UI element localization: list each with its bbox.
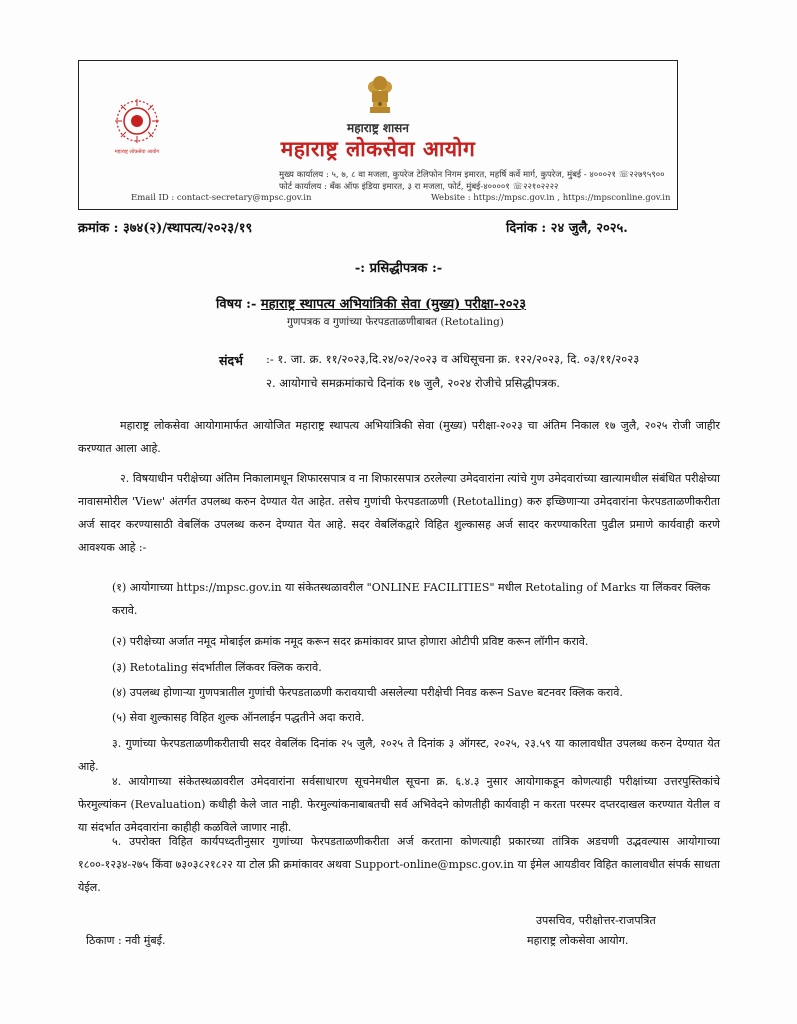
reference-number: क्रमांक : ३७४(२)/स्थापत्य/२०२३/१९: [78, 221, 253, 236]
place: ठिकाण : नवी मुंबई.: [86, 934, 166, 947]
paragraph-3: ३. गुणांच्या फेरपडताळणीकरीताची सदर वेबलिंक दिनांक २५ जुलै, २०२५ ते दिनांक ३ ऑगस्ट, २०२५, २३.५९ या कालावधीत उपलब्ध करुन देण्यात येत आहे.: [78, 737, 720, 773]
reference-item-2: २. आयोगाचे समक्रमांकाचे दिनांक १७ जुलै, २०२४ रोजीचे प्रसिद्धीपत्रक.: [266, 376, 560, 390]
head-office-address: मुख्य कार्यालय : ५, ७, ८ वा मजला, कुपरेज टेलिफोन निगम इमारत, महर्षि कर्वे मार्ग, कुपरेज, मुंबई - ४०००२१ ☏२२७९५९००: [279, 170, 665, 180]
subject-text: महाराष्ट्र स्थापत्य अभियांत्रिकी सेवा (मुख्य) परीक्षा-२०२३: [260, 297, 527, 312]
step-item-5: (५) सेवा शुल्कासह विहित शुल्क ऑनलाईन पद्धतीने अदा करावे.: [112, 711, 365, 724]
subject-subtitle: गुणपत्रक व गुणांच्या फेरपडताळणीबाबत (Retotaling): [287, 316, 504, 328]
paragraph-1: महाराष्ट्र लोकसेवा आयोगामार्फत आयोजित महाराष्ट्र स्थापत्य अभियांत्रिकी सेवा (मुख्य) परीक्षा-२०२३ चा अंतिम निकाल १७ जुलै, २०२५ रोजी जाहीर करण्यात आला आहे.: [78, 419, 720, 455]
letterhead: [78, 60, 678, 210]
page-title: -: प्रसिद्धीपत्रक :-: [354, 261, 443, 276]
commission-name: महाराष्ट्र लोकसेवा आयोग: [280, 136, 476, 161]
step-item-2: (२) परीक्षेच्या अर्जात नमूद मोबाईल क्रमांक नमूद करून सदर क्रमांकावर प्राप्त होणारा ओटीपी प्रविष्ट करून लॉगीन करावे.: [112, 635, 589, 648]
signatory-organization: महाराष्ट्र लोकसेवा आयोग.: [527, 934, 629, 947]
step-item-3: (३) Retotaling संदर्भातील लिंकवर क्लिक करावे.: [112, 661, 322, 674]
fort-office-address: फोर्ट कार्यालय : बँक ऑफ इंडिया इमारत, ३ रा मजला, फोर्ट, मुंबई-४००००१ ☏२२१०२२२२: [279, 182, 559, 192]
government-name: महाराष्ट्र शासन: [347, 121, 409, 135]
reference-item-1: :- १. जा. क्र. ११/२०२३,दि.२४/०२/२०२३ व अधिसूचना क्र. १२२/२०२३, दि. ०३/११/२०२३: [266, 352, 640, 366]
reference-label: संदर्भ: [219, 353, 243, 368]
subject-label: विषय :-: [216, 297, 257, 312]
paragraph-2: २. विषयाधीन परीक्षेच्या अंतिम निकालामधून शिफारसपात्र व ना शिफारसपात्र ठरलेल्या उमेदवारांना त्यांचे गुण उमेदवारांच्या खात्यामधील संबंधित परीक्षेच्या नावासमोरील 'View' अंतर्गत उपलब्ध करुन देण्यात येत आहेत. तसेच गुणांची फेरपडताळणी (Retotalling) करु इच्छिणाऱ्या उमेदवारांना फेरपडताळणीकरीता अर्ज सादर करण्यासाठी वेबलिंक उपलब्ध करुन देण्यात येत आहे. सदर वेबलिंकद्वारे विहित शुल्कासह अर्ज सादर करण्याकरिता पुढील प्रमाणे कार्यवाही करणे आवश्यक आहे :-: [78, 472, 720, 554]
notice-date: दिनांक : २४ जुलै, २०२५.: [506, 221, 628, 236]
email-id: Email ID : contact-secretary@mpsc.gov.in: [131, 193, 312, 203]
subject-line: [216, 294, 526, 312]
signatory-title: उपसचिव, परीक्षोत्तर-राजपत्रित: [536, 914, 656, 927]
paragraph-4: ४. आयोगाच्या संकेतस्थळावरील उमेदवारांना सर्वसाधारण सूचनेमधील सूचना क्र. ६.४.३ नुसार आयोगाकडून कोणत्याही परीक्षांच्या उत्तरपुस्तिकांचे फेरमुल्यांकन (Revaluation) कधीही केले जात नाही. फेरमुल्यांकनाबाबतची सर्व अभिवेदने कोणतीही कार्यवाही न करता परस्पर दप्तरदाखल करण्यात येतील व या संदर्भात उमेदवारांना काहीही कळविले जाणार नाही.: [78, 775, 720, 834]
state-emblem-icon: [365, 69, 395, 117]
logo-caption: महाराष्ट्र लोकसेवा आयोग: [114, 149, 160, 155]
paragraph-5: ५. उपरोक्त विहित कार्यपध्दतीनुसार गुणांच्या फेरपडताळणीकरीता अर्ज करताना कोणत्याही प्रकारच्या तांत्रिक अडचणी उद्भवल्यास आयोगाच्या १८००-१२३४-२७५ किंवा ७३०३८२१८२२ या टोल फ्री क्रमांकावर अथवा Support-online@mpsc.gov.in या ईमेल आयडीवर विहित कालावधीत संपर्क साधता येईल.: [78, 835, 720, 894]
step-item-1: (१) आयोगाच्या https://mpsc.gov.in या संकेतस्थळावरील "ONLINE FACILITIES" मधील Retotaling of Marks या लिंकवर क्लिक करावे.: [112, 581, 711, 617]
website: Website : https://mpsc.gov.in , https://mpsconline.gov.in: [431, 193, 671, 203]
step-item-4: (४) उपलब्ध होणाऱ्या गुणपत्रातील गुणांची फेरपडताळणी करावयाची असलेल्या परीक्षेची निवड करून Save बटनवर क्लिक करावे.: [112, 686, 623, 699]
